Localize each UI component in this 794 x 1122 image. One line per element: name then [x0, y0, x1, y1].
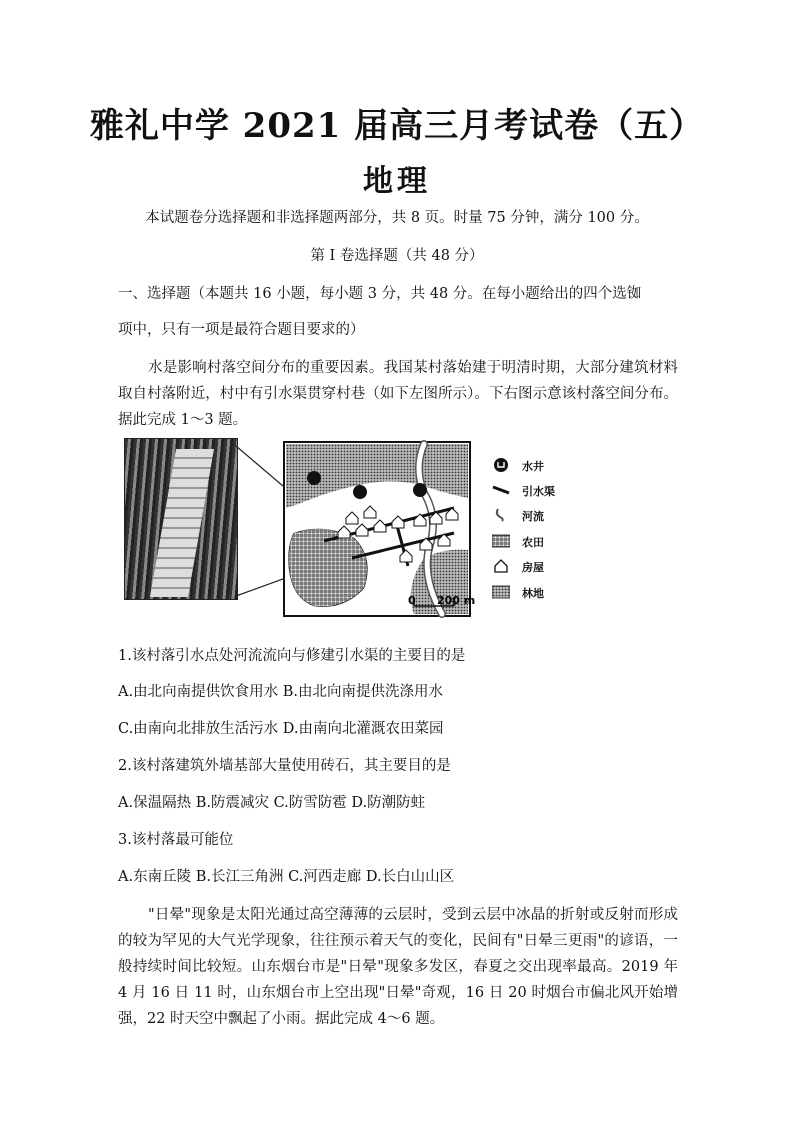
legend-item-canal	[492, 481, 582, 501]
house-icon	[492, 559, 510, 573]
question-2-options: A.保温隔热 B.防震减灾 C.防雪防雹 D.防潮防蛀	[118, 795, 426, 811]
legend-label: 房屋	[522, 561, 544, 574]
legend-label: 水井	[522, 460, 544, 473]
forest-icon	[492, 585, 510, 599]
section-title: 第 I 卷选择题（共 48 分）	[310, 248, 484, 264]
legend-label: 农田	[522, 536, 544, 549]
question-1-options-2: C.由南向北排放生活污水 D.由南向北灌溉农田菜园	[118, 721, 444, 737]
legend-item-river	[492, 506, 582, 526]
question-1-stem: 1.该村落引水点处河流流向与修建引水渠的主要目的是	[118, 648, 466, 664]
part-one-heading-line2: 项中，只有一项是最符合题目要求的）	[118, 322, 365, 338]
legend-item-forest	[492, 583, 582, 603]
legend-label: 引水渠	[522, 485, 555, 498]
legend-label: 林地	[522, 587, 544, 600]
exam-intro: 本试题卷分选择题和非选择题两部分，共 8 页。时量 75 分钟，满分 100 分。	[145, 210, 649, 226]
farmland-icon	[492, 534, 510, 548]
passage-village: 水是影响村落空间分布的重要因素。我国某村落始建于明清时期，大部分建筑材料取自村落附近，村中有引水渠贯穿村巷（如下左图所示）。下右图示意该村落空间分布。据此完成 1～3 题。	[118, 360, 678, 428]
canal-icon	[492, 483, 510, 497]
question-1-options-1: A.由北向南提供饮食用水 B.由北向南提供洗涤用水	[118, 684, 443, 700]
river-icon	[492, 508, 510, 522]
question-3-stem: 3.该村落最可能位	[118, 832, 234, 848]
legend-item-well	[492, 456, 582, 476]
legend-label: 河流	[522, 510, 544, 523]
question-3-options: A.东南丘陵 B.长江三角洲 C.河西走廊 D.长白山山区	[118, 869, 455, 885]
well-icon	[492, 458, 510, 472]
scale-label: 200 m	[437, 594, 476, 607]
legend-item-farmland	[492, 532, 582, 552]
question-2-stem: 2.该村落建筑外墙基部大量使用砖石，其主要目的是	[118, 758, 451, 774]
scale-zero: 0	[408, 594, 416, 607]
passage-sun-halo: "日晕"现象是太阳光通过高空薄薄的云层时，受到云层中冰晶的折射或反射而形成的较为罕见的大气光学现象，往往预示着天气的变化，民间有"日晕三更雨"的谚语，一般持续时间比较短。山东烟台市是"日晕"现象多发区，春夏之交出现率最高。2019 年 4 月 16 日 11 时，山东烟台市上空出现"日晕"奇观，16 日 20 时烟台市偏北风开始增强，22 时天空中飘起了小雨。据此完成 4～6 题。	[118, 907, 678, 1027]
legend-item-house	[492, 557, 582, 577]
part-one-heading-line1: 一、选择题（本题共 16 小题，每小题 3 分，共 48 分。在每小题给出的四个选铷	[118, 286, 642, 302]
exam-title: 雅礼中学 2021 届高三月考试卷（五）	[89, 106, 705, 146]
exam-subject: 地理	[363, 164, 431, 199]
